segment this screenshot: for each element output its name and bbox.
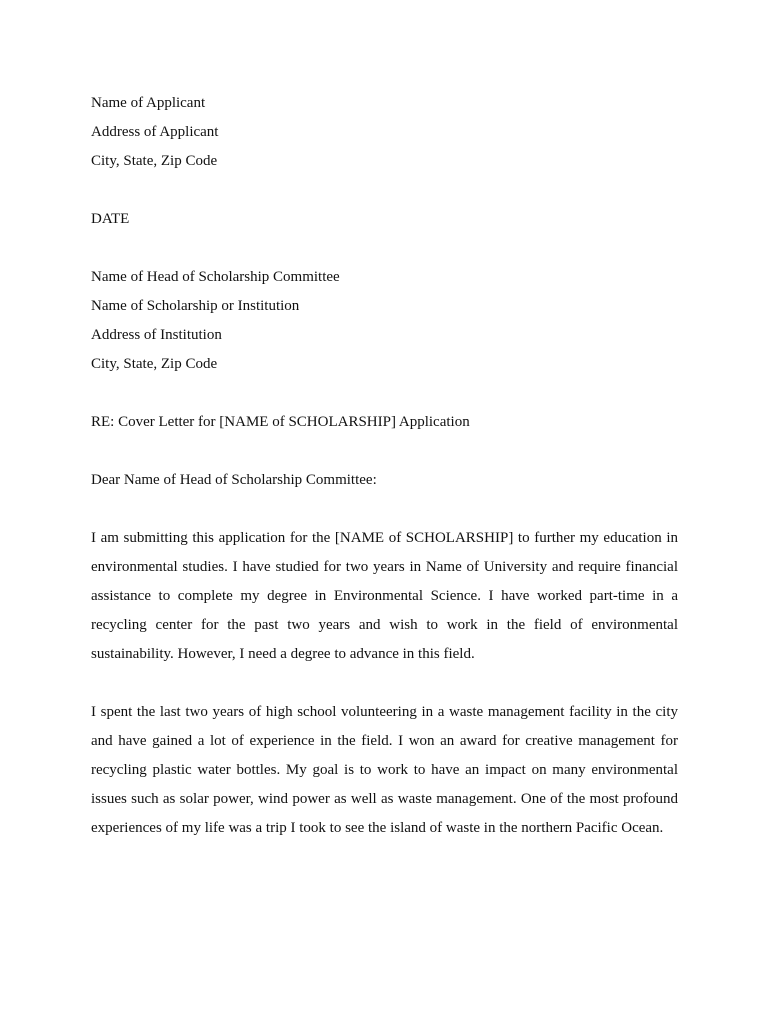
spacer xyxy=(91,669,678,698)
sender-city-state-zip: City, State, Zip Code xyxy=(91,153,218,169)
body-paragraph-1: I am submitting this application for the [NAME of SCHOLARSHIP] to further my education in environmental studies. I have studied for two years in Name of University and require financial assistance to complete my degree in Environmental Science. I have worked part-time in a recycling center for the past two years and wish to work in the field of environmental sustainability. However, I need a degree to advance in this field. xyxy=(91,530,678,662)
recipient-address: Address of Institution xyxy=(91,327,222,343)
sender-address: Address of Applicant xyxy=(91,124,219,140)
spacer xyxy=(91,176,678,205)
spacer xyxy=(91,234,678,263)
sender-block xyxy=(91,89,678,176)
spacer xyxy=(91,495,678,524)
recipient-city-state-zip: City, State, Zip Code xyxy=(91,356,218,372)
recipient-block xyxy=(91,263,678,379)
letter-date: DATE xyxy=(91,211,130,227)
recipient-organization: Name of Scholarship or Institution xyxy=(91,298,300,314)
sender-name: Name of Applicant xyxy=(91,95,206,111)
recipient-name: Name of Head of Scholarship Committee xyxy=(91,269,340,285)
cover-letter xyxy=(91,89,678,843)
spacer xyxy=(91,379,678,408)
salutation: Dear Name of Head of Scholarship Committee: xyxy=(91,472,377,488)
body-paragraph-2: I spent the last two years of high school volunteering in a waste management facility in the city and have gained a lot of experience in the field. I won an award for creative management for recycling plastic water bottles. My goal is to work to have an impact on many environmental issues such as solar power, wind power as well as waste management. One of the most profound experiences of my life was a trip I took to see the island of waste in the northern Pacific Ocean. xyxy=(91,704,678,836)
spacer xyxy=(91,437,678,466)
subject-line: RE: Cover Letter for [NAME of SCHOLARSHIP] Application xyxy=(91,414,470,430)
